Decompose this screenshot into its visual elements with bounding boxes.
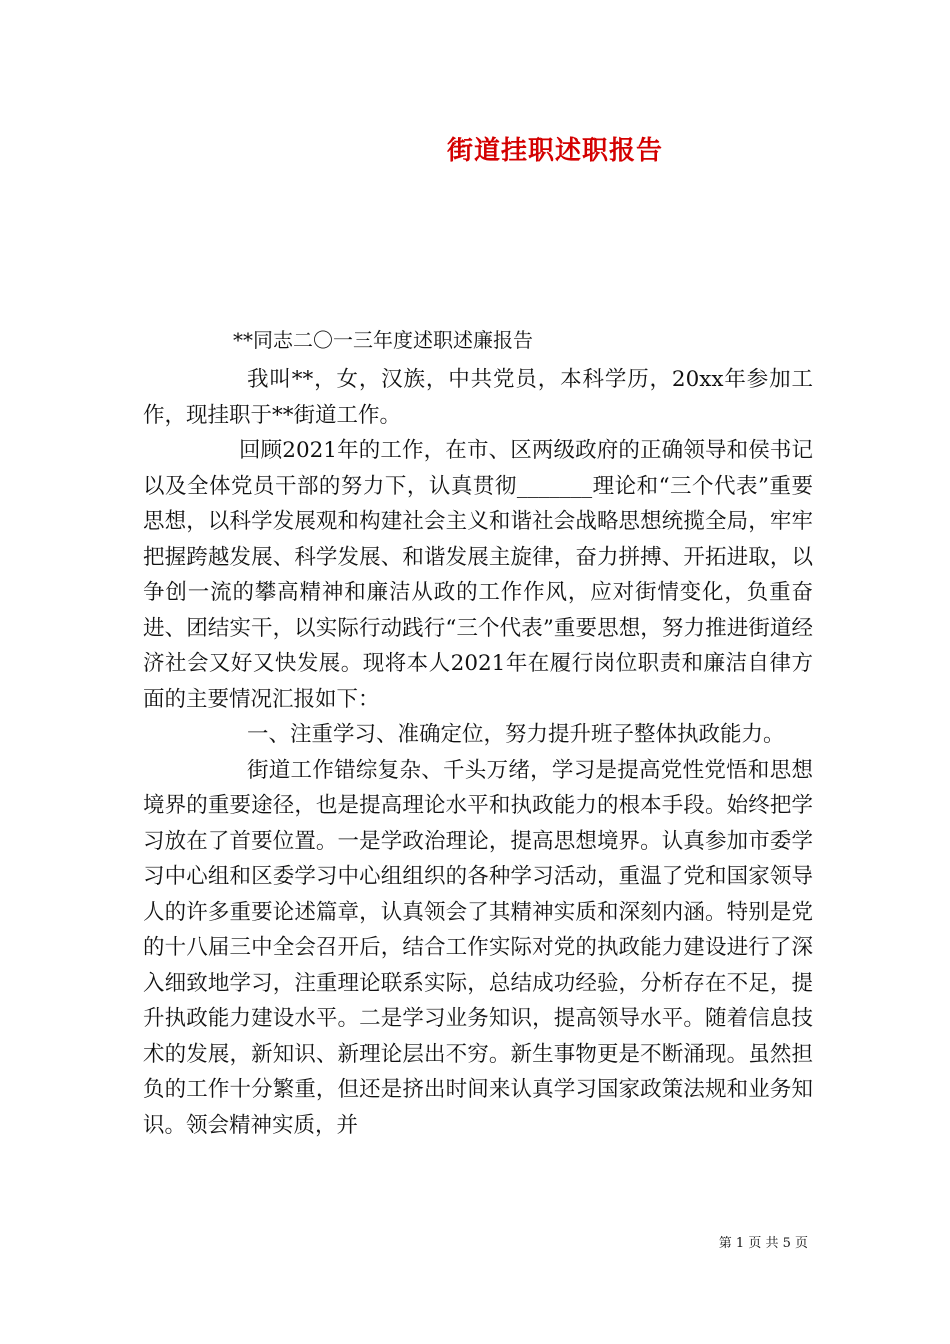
document-subtitle: **同志二〇一三年度述职述廉报告 (233, 328, 533, 352)
paragraph-study: 街道工作错综复杂、千头万绪，学习是提高党性党悟和思想境界的重要途径，也是提高理论水平和执政能力的根本手段。始终把学习放在了首要位置。一是学政治理论，提高思想境界。认真参加市委学习中心组和区委学习中心组组织的各种学习活动，重温了党和国家领导人的许多重要论述篇章，认真领会了其精神实质和深刻内涵。特别是党的十八届三中全会召开后，结合工作实际对党的执政能力建设进行了深入细致地学习，注重理论联系实际，总结成功经验，分析存在不足，提升执政能力建设水平。二是学习业务知识，提高领导水平。随着信息技术的发展，新知识、新理论层出不穷。新生事物更是不断涌现。虽然担负的工作十分繁重，但还是挤出时间来认真学习国家政策法规和业务知识。领会精神实质，并 (143, 757, 813, 1138)
document-title: 街道挂职述职报告 (446, 136, 663, 166)
paragraph-intro: 我叫**，女，汉族，中共党员，本科学历，20xx年参加工作，现挂职于**街道工作。 (143, 367, 813, 428)
page-number: 第 1 页 共 5 页 (718, 1236, 808, 1251)
document-body (143, 362, 813, 1143)
section-heading: 一、注重学习、准确定位，努力提升班子整体执政能力。 (247, 722, 785, 747)
paragraph-review: 回顾2021年的工作，在市、区两级政府的正确领导和侯书记以及全体党员干部的努力下，认真贯彻_______理论和“三个代表”重要思想，以科学发展观和构建社会主义和谐社会战略思想统揽全局，牢牢把握跨越发展、科学发展、和谐发展主旋律，奋力拼搏、开拓进取，以争创一流的攀高精神和廉洁从政的工作作风，应对街情变化，负重奋进、团结实干，以实际行动践行“三个代表”重要思想，努力推进街道经济社会又好又快发展。现将本人2021年在履行岗位职责和廉洁自律方面的主要情况汇报如下： (143, 438, 813, 712)
